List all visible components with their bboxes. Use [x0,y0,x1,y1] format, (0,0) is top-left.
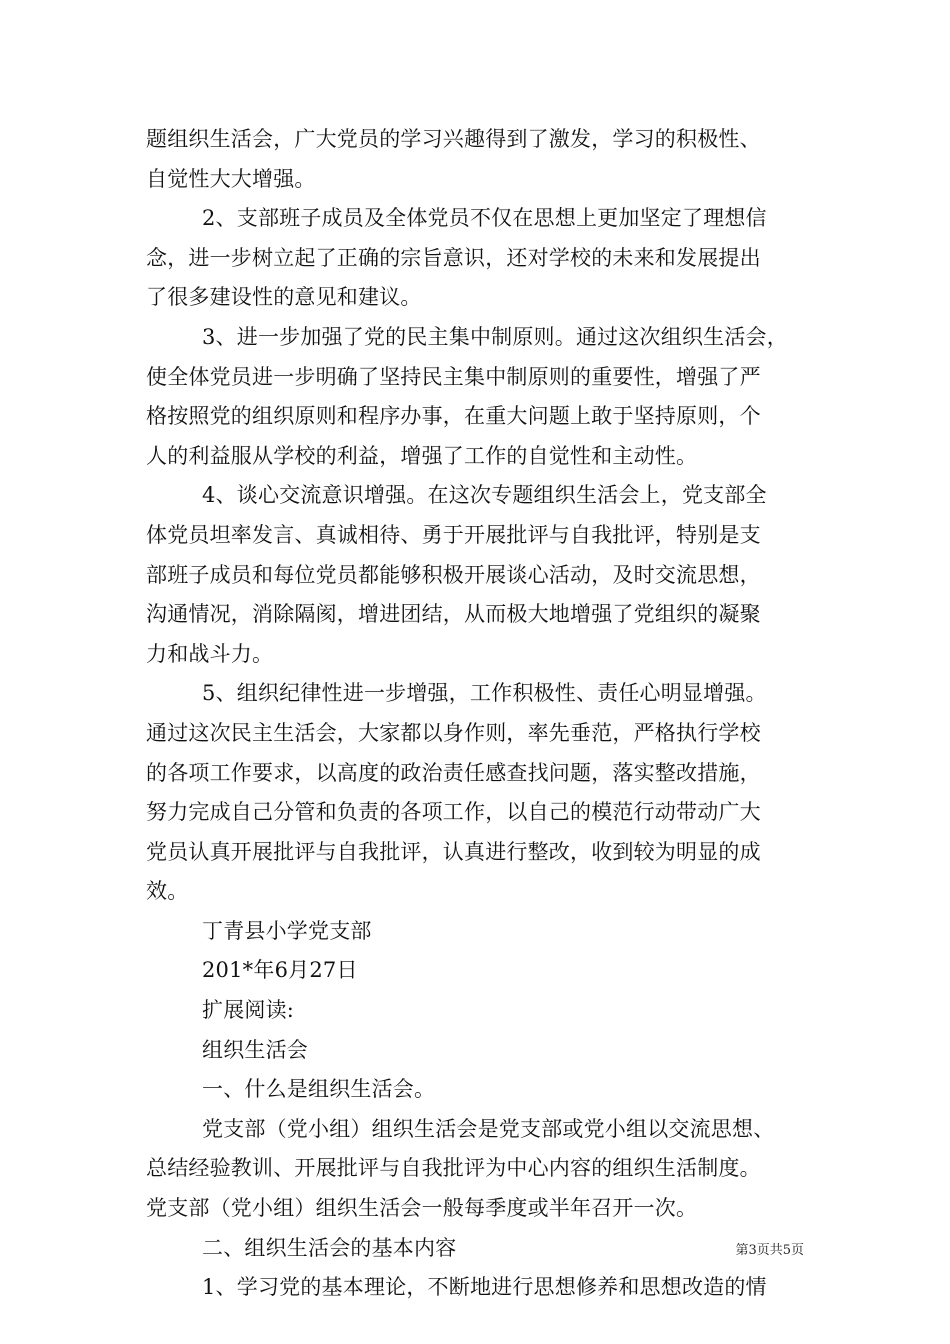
text-line: 格按照党的组织原则和程序办事，在重大问题上敢于坚持原则，个 [146,404,761,429]
text-line: 组织生活会 [202,1037,308,1062]
text-line: 使全体党员进一步明确了坚持民主集中制原则的重要性，增强了严 [146,364,761,389]
text-line: 扩展阅读: [202,998,295,1023]
text-line: 1、学习党的基本理论，不断地进行思想修养和思想改造的情 [202,1275,767,1300]
document-body [146,120,826,1308]
text-line: 力和战斗力。 [146,641,274,666]
text-line: 4、谈心交流意识增强。在这次专题组织生活会上，党支部全 [202,483,767,508]
text-line: 党员认真开展批评与自我批评，认真进行整改，收到较为明显的成 [146,839,761,864]
text-line: 通过这次民主生活会，大家都以身作则，率先垂范，严格执行学校 [146,720,761,745]
text-line: 二、组织生活会的基本内容 [202,1235,457,1260]
text-line: 部班子成员和每位党员都能够积极开展谈心活动，及时交流思想， [146,562,761,587]
text-line: 念，进一步树立起了正确的宗旨意识，还对学校的未来和发展提出 [146,245,761,270]
text-line: 体党员坦率发言、真诚相待、勇于开展批评与自我批评，特别是支 [146,522,761,547]
text-line: 沟通情况，消除隔阂，增进团结，从而极大地增强了党组织的凝聚 [146,602,761,627]
text-line: 总结经验教训、开展批评与自我批评为中心内容的组织生活制度。 [146,1156,761,1181]
text-line: 努力完成自己分管和负责的各项工作，以自己的模范行动带动广大 [146,800,761,825]
text-line: 3、进一步加强了党的民主集中制原则。通过这次组织生活会， [202,324,788,349]
text-line: 201*年6月27日 [202,958,358,983]
text-line: 题组织生活会，广大党员的学习兴趣得到了激发，学习的积极性、 [146,127,761,151]
text-line: 效。 [146,879,189,904]
text-line: 了很多建设性的意见和建议。 [146,285,422,310]
text-line: 党支部（党小组）组织生活会一般每季度或半年召开一次。 [146,1196,698,1221]
page-number-footer: 第3页共5页 [735,1243,804,1258]
text-line: 党支部（党小组）组织生活会是党支部或党小组以交流思想、 [202,1116,775,1141]
text-line: 人的利益服从学校的利益，增强了工作的自觉性和主动性。 [146,443,698,468]
text-line: 一、什么是组织生活会。 [202,1077,436,1102]
text-line: 丁青县小学党支部 [202,918,372,943]
text-line: 5、组织纪律性进一步增强，工作积极性、责任心明显增强。 [202,681,767,706]
text-line: 2、支部班子成员及全体党员不仅在思想上更加坚定了理想信 [202,206,767,231]
text-line: 自觉性大大增强。 [146,166,316,191]
text-line: 的各项工作要求，以高度的政治责任感查找问题，落实整改措施， [146,760,761,785]
